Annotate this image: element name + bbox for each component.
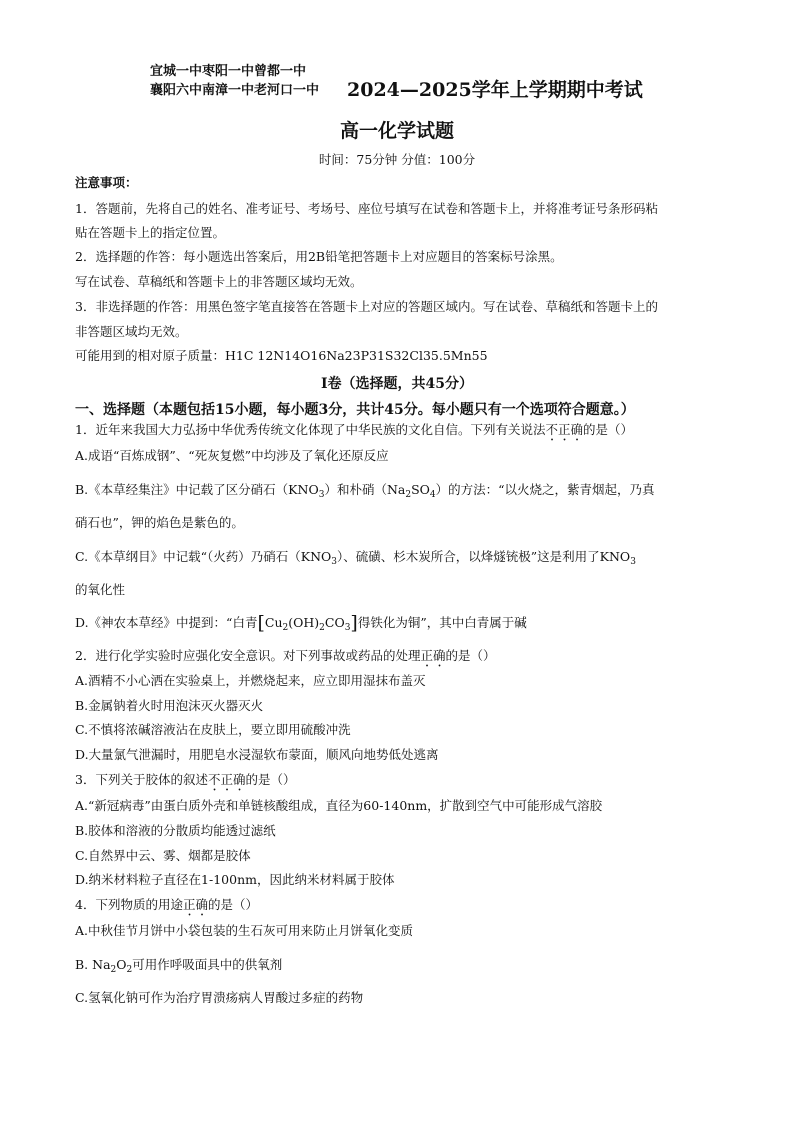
q3-option-c: C.自然界中云、雾、烟都是胶体 [75, 848, 251, 863]
formula-kno3-sub: 3 [318, 490, 325, 500]
q3-stem-pre: 3．下列关于胶体的叙述 [75, 772, 208, 787]
formula-cu-sub1: 2 [282, 623, 289, 633]
q1-option-a: A.成语“百炼成钢”、“死灰复燃”中均涉及了氧化还原反应 [75, 448, 389, 463]
formula-na2o2-b: O [116, 957, 127, 972]
q1-option-d-part2: 得铁化为铜”，其中白青属于碱 [357, 615, 527, 630]
q1-option-d-part1: D.《神农本草经》中提到：“白青 [75, 615, 258, 630]
formula-kno3-main: KNO [599, 549, 631, 564]
q2-stem [75, 648, 496, 670]
q4-option-b-text: 可用作呼吸面具中的供氧剂 [132, 957, 283, 972]
q2-stem-emphasis: 正确 [420, 648, 446, 663]
notice-item1-line2: 贴在答题卡上的指定位置。 [75, 225, 226, 240]
formula-cu-c: CO [324, 615, 345, 630]
q1-stem-pre: 1．近年来我国大力弘扬中华优秀传统文化体现了中华民族的文化自信。下列有关说法 [75, 422, 546, 437]
formula-cu-sub3: 3 [344, 623, 351, 633]
exam-title: 2024—2025学年上学期期中考试 [347, 79, 643, 101]
notice-item2: 2．选择题的作答：每小题选出答案后，用2B铅笔把答题卡上对应题目的答案标号涂黑。 [75, 249, 563, 264]
formula-na2so4-sub2: 4 [429, 490, 436, 500]
school-names-line1: 宜城一中枣阳一中曾都一中 [150, 64, 307, 79]
formula-na2so4-sub1: 2 [405, 490, 412, 500]
formula-cu-b: (OH) [288, 615, 320, 630]
q1-option-b-line2: 硝石也”，钾的焰色是紫色的。 [75, 515, 244, 530]
q2-option-a: A.酒精不小心洒在实验桌上，并燃烧起来，应立即用湿抹布盖灭 [75, 673, 426, 688]
formula-kno3-sub: 3 [331, 557, 337, 567]
formula-kno3 [288, 482, 325, 500]
q1-option-b [75, 482, 655, 498]
formula-kno3-main: KNO [300, 549, 332, 564]
formula-na2so4 [386, 482, 436, 500]
section-title: Ⅰ卷（选择题，共45分） [320, 376, 474, 392]
q3-option-a: A.“新冠病毒”由蛋白质外壳和单链核酸组成，直径为60-140nm，扩散到空气中可能形成气溶胶 [75, 798, 603, 813]
q1-option-c-part2: ）、硫磺、杉木炭所合，以烽燧铳极”这是利用了 [337, 549, 600, 564]
formula-cu-sub2: 2 [319, 623, 325, 633]
q2-option-d: D.大量氯气泄漏时，用肥皂水浸湿软布蒙面，顺风向地势低处逃离 [75, 747, 439, 762]
left-bracket: [ [257, 612, 265, 634]
subject-title: 高一化学试题 [339, 120, 454, 142]
q4-stem-pre: 4．下列物质的用途 [75, 897, 183, 912]
q1-stem-post: 的是（） [582, 422, 633, 437]
formula-kno3-c2 [599, 549, 636, 567]
q4-option-b [75, 957, 282, 973]
q2-option-c: C.不慎将浓碱溶液沾在皮肤上，要立即用硫酸冲洗 [75, 722, 351, 737]
notice-item3-line1: 3．非选择题的作答：用黑色签字笔直接答在答题卡上对应的答题区域内。写在试卷、草稿纸和答题卡上的 [75, 299, 658, 314]
q1-option-b-part2: ）和朴硝（ [324, 482, 387, 497]
q3-stem [75, 772, 296, 794]
formula-kno3-sub: 3 [630, 557, 636, 567]
q1-option-b-part3: ）的方法：“以火烧之，紫青烟起，乃真 [435, 482, 655, 497]
q4-stem-post: 的是（） [207, 897, 258, 912]
notice-heading: 注意事项： [75, 175, 138, 190]
formula-na2o2 [92, 957, 133, 975]
q1-option-c-line2: 的氧化性 [75, 582, 126, 597]
notice-item3-line2: 非答题区域均无效。 [75, 324, 188, 339]
q1-stem-emphasis: 不正确 [545, 422, 583, 437]
q4-option-b-label: B. [75, 957, 93, 972]
notice-item1-line1: 1．答题前，先将自己的姓名、准考证号、考场号、座位号填写在试卷和答题卡上，并将准考证号条形码粘 [75, 201, 658, 216]
q3-stem-post: 的是（） [245, 772, 296, 787]
q2-stem-post: 的是（） [445, 648, 496, 663]
formula-na2o2-sub2: 2 [126, 965, 133, 975]
time-score: 时间：75分钟 分值：100分 [318, 152, 476, 167]
school-names-line2: 襄阳六中南漳一中老河口一中 [150, 83, 320, 98]
formula-cu-a: Cu [264, 615, 283, 630]
q1-option-d [75, 612, 527, 634]
formula-na2so4-a: Na [386, 482, 406, 497]
part-heading: 一、选择题（本题包括15小题，每小题3分，共计45分。每小题只有一个选项符合题意。） [75, 402, 635, 418]
q4-option-a: A.中秋佳节月饼中小袋包装的生石灰可用来防止月饼氧化变质 [75, 923, 414, 938]
atomic-masses: 可能用到的相对原子质量：H1C 12N14O16Na23P31S32Cl35.5Mn55 [75, 348, 488, 363]
formula-kno3-c1 [300, 549, 337, 567]
q1-option-b-part1: B.《本草经集注》中记载了区分硝石（ [75, 482, 289, 497]
school-names [150, 62, 319, 100]
q1-option-c [75, 549, 636, 565]
q1-stem [75, 422, 633, 444]
q3-option-d: D.纳米材料粒子直径在1-100nm，因此纳米材料属于胶体 [75, 872, 395, 887]
right-bracket: ] [350, 612, 358, 634]
q2-option-b: B.金属钠着火时用泡沫灭火器灭火 [75, 698, 264, 713]
q4-stem [75, 897, 258, 919]
formula-kno3-main: KNO [288, 482, 319, 497]
q4-stem-emphasis: 正确 [182, 897, 208, 912]
q3-option-b: B.胶体和溶液的分散质均能透过滤纸 [75, 823, 276, 838]
notice-item2b: 写在试卷、草稿纸和答题卡上的非答题区域均无效。 [75, 274, 363, 289]
q4-option-c: C.氢氧化钠可作为治疗胃溃疡病人胃酸过多症的药物 [75, 990, 364, 1005]
q2-stem-pre: 2．进行化学实验时应强化安全意识。对下列事故或药品的处理 [75, 648, 421, 663]
q1-option-c-part1: C.《本草纲目》中记载“（火药）乃硝石（ [75, 549, 301, 564]
formula-na2o2-a: Na [92, 957, 111, 972]
formula-na2o2-sub1: 2 [110, 965, 117, 975]
formula-na2so4-b: SO [411, 482, 430, 497]
q3-stem-emphasis: 不正确 [207, 772, 246, 787]
formula-basic-copper-carbonate [264, 615, 351, 633]
